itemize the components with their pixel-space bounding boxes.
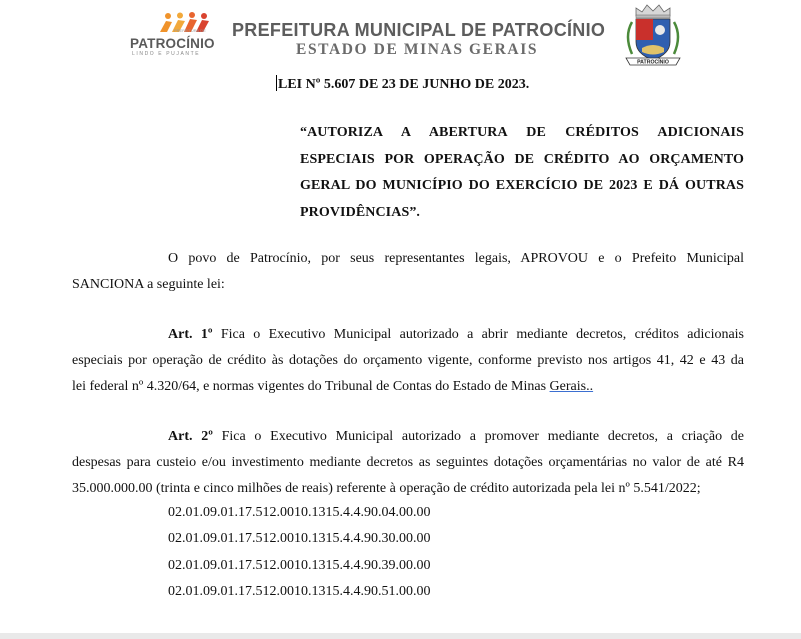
- article-1-line: [72, 374, 744, 400]
- article-2[interactable]: [72, 424, 744, 502]
- article-1[interactable]: [72, 322, 744, 400]
- ementa-line: “AUTORIZA A ABERTURA DE CRÉDITOS ADICIONAIS: [300, 125, 744, 140]
- logo-text: PATROCÍNIO: [130, 36, 215, 51]
- ementa-line: ESPECIAIS POR OPERAÇÃO DE CRÉDITO AO ORÇAMENTO: [300, 151, 744, 167]
- dotacoes-list: [168, 500, 431, 606]
- dotacao-item[interactable]: 02.01.09.01.17.512.0010.1315.4.4.90.04.00.00: [168, 505, 431, 520]
- article-2-line: despesas para custeio e/ou investimento mediante decretos as seguintes dotações orçamentárias no valor de até R4: [72, 455, 744, 470]
- page-bottom-edge: [0, 633, 801, 639]
- dotacao-item[interactable]: 02.01.09.01.17.512.0010.1315.4.4.90.39.00.00: [168, 557, 431, 573]
- article-1-label: Art. 1º: [168, 327, 213, 342]
- header-subtitle: ESTADO DE MINAS GERAIS: [296, 41, 539, 58]
- spellcheck-underlined-word[interactable]: Gerais..: [549, 379, 594, 394]
- article-1-text: lei federal nº 4.320/64, e normas vigentes do Tribunal de Contas do Estado de Minas: [72, 379, 550, 394]
- article-1-line: [72, 322, 744, 348]
- article-2-label: Art. 2º: [168, 429, 213, 444]
- ementa-line: GERAL DO MUNICÍPIO DO EXERCÍCIO DE 2023 E DÁ OUTRAS: [300, 178, 744, 193]
- crest-banner-text: PATROCÍNIO: [637, 59, 669, 66]
- logo-tagline: LINDO E PUJANTE: [132, 51, 201, 57]
- header-title: PREFEITURA MUNICIPAL DE PATROCÍNIO: [232, 20, 606, 40]
- article-1-line: especiais por operação de crédito às dotações do orçamento vigente, conforme previsto nos artigos 41, 42 e 43 da: [72, 353, 744, 368]
- preamble-line: SANCIONA a seguinte lei:: [72, 277, 225, 292]
- dotacao-item[interactable]: 02.01.09.01.17.512.0010.1315.4.4.90.51.00.00: [168, 584, 431, 600]
- article-2-line: [72, 424, 744, 450]
- patrocinio-logo: [128, 12, 214, 58]
- ementa[interactable]: [300, 120, 744, 226]
- ementa-line: PROVIDÊNCIAS”.: [300, 204, 421, 220]
- article-1-text: Fica o Executivo Municipal autorizado a abrir mediante decretos, créditos adicionais: [220, 327, 745, 342]
- text-cursor: [276, 75, 277, 91]
- preamble-paragraph[interactable]: [72, 246, 744, 298]
- dotacao-item[interactable]: 02.01.09.01.17.512.0010.1315.4.4.90.30.00.00: [168, 531, 431, 547]
- article-2-text: Fica o Executivo Municipal autorizado a promover mediante decretos, a criação de: [221, 429, 745, 444]
- article-2-line: 35.000.000.00 (trinta e cinco milhões de reais) referente à operação de crédito autorizada pela lei nº 5.541/2022;: [72, 481, 701, 496]
- law-title[interactable]: LEI Nº 5.607 DE 23 DE JUNHO DE 2023.: [278, 77, 530, 92]
- municipal-crest-icon: [618, 2, 688, 70]
- logo-small-text: PREFEITURA DE: [174, 28, 206, 33]
- preamble-line: O povo de Patrocínio, por seus representantes legais, APROVOU e o Prefeito Municipal: [168, 251, 744, 266]
